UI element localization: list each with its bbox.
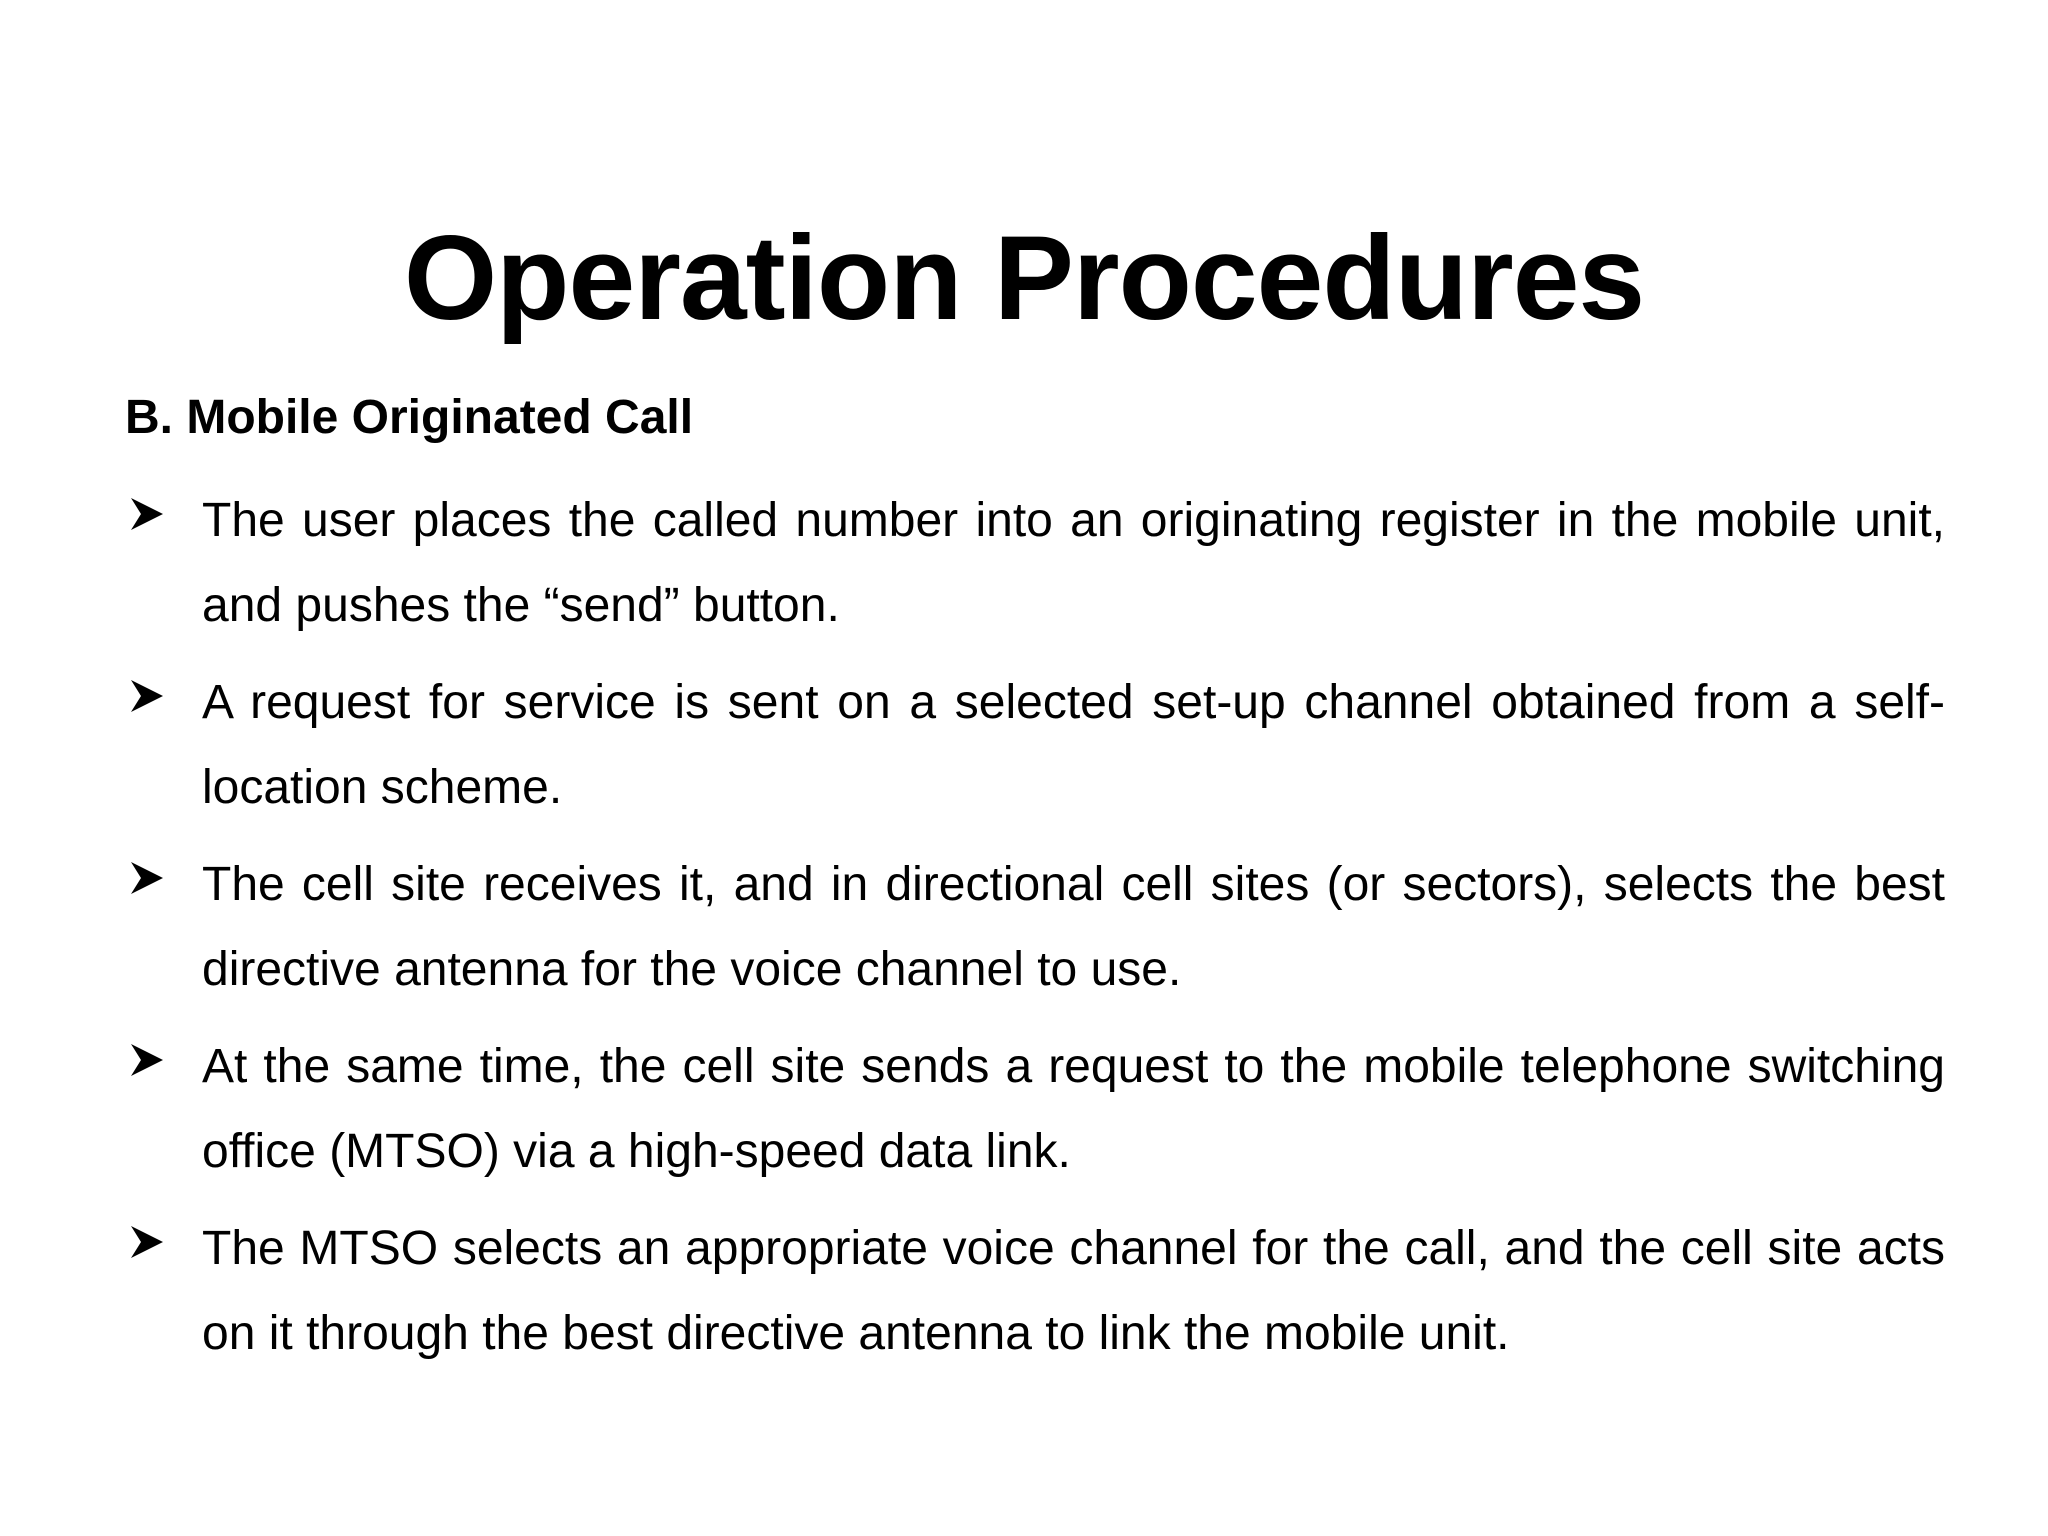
bullet-item [125, 478, 1945, 648]
bullet-text: A request for service is sent on a selected set-up channel obtained from a self-location scheme. [202, 676, 1945, 814]
bullet-text: The user places the called number into an originating register in the mobile unit, and pushes the “send” button. [202, 494, 1945, 632]
arrowhead-bullet-icon [129, 496, 165, 532]
section-heading: B. Mobile Originated Call [125, 391, 694, 444]
bullet-item [125, 1206, 1945, 1376]
arrowhead-bullet-icon [129, 860, 165, 896]
bullet-text: The cell site receives it, and in directional cell sites (or sectors), selects the best directive antenna for the voice channel to use. [202, 858, 1945, 996]
arrowhead-bullet-icon [129, 678, 165, 714]
arrowhead-bullet-icon [129, 1042, 165, 1078]
bullet-item [125, 660, 1945, 830]
bullet-text: The MTSO selects an appropriate voice channel for the call, and the cell site acts on it through the best directive antenna to link the mobile unit. [202, 1222, 1945, 1360]
bullet-text: At the same time, the cell site sends a request to the mobile telephone switching office (MTSO) via a high-speed data link. [202, 1040, 1945, 1178]
slide-title: Operation Procedures [403, 211, 1645, 346]
bullet-item [125, 1024, 1945, 1194]
bullet-list [125, 478, 1945, 1388]
arrowhead-bullet-icon [129, 1224, 165, 1260]
bullet-item [125, 842, 1945, 1012]
